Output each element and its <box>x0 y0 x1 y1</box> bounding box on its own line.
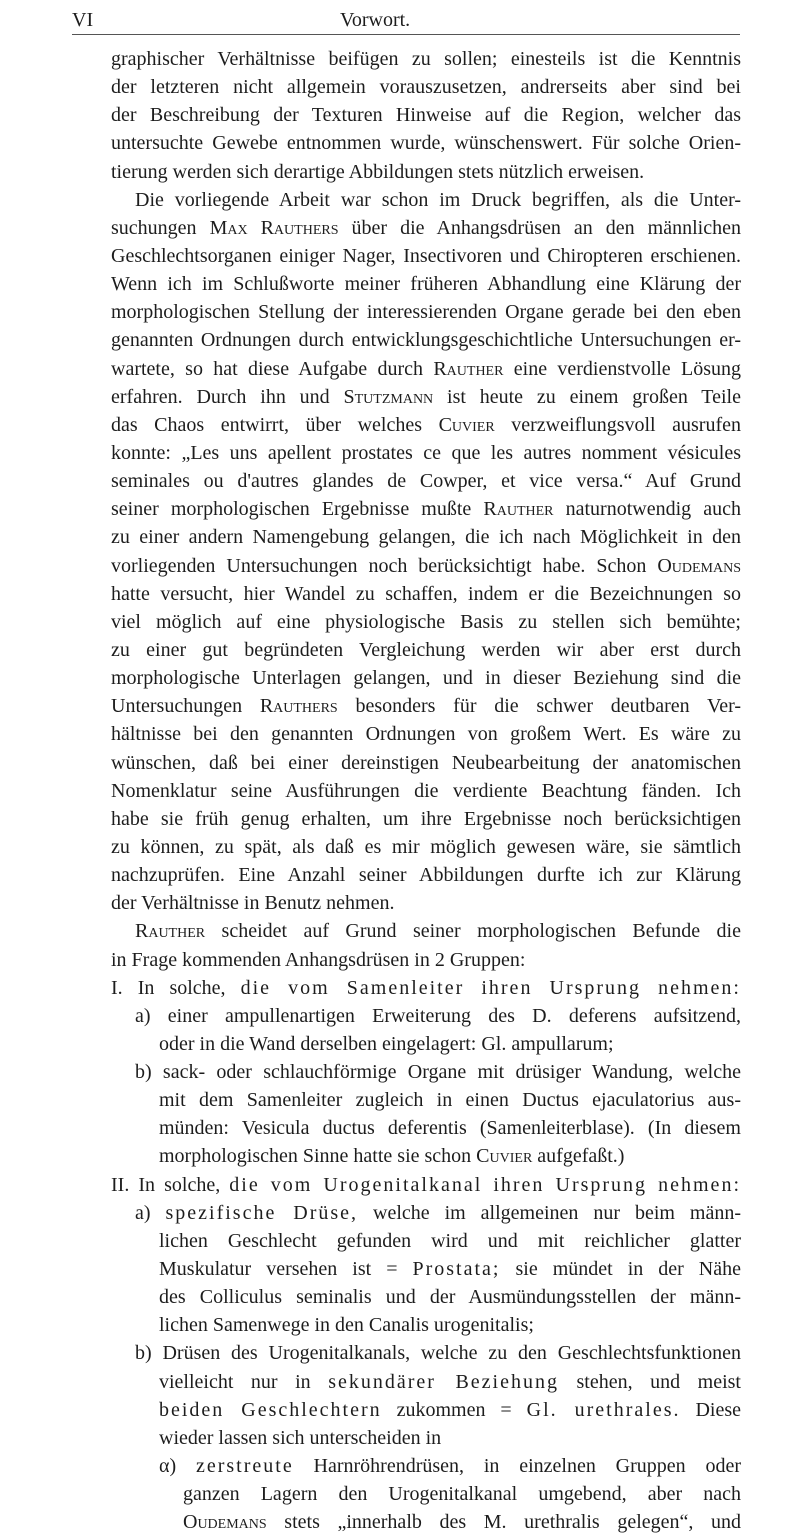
text-segment: a) <box>135 1201 166 1224</box>
text-segment: aufgefaßt.) <box>532 1145 625 1168</box>
text-line <box>111 1396 741 1424</box>
text-line <box>111 1171 741 1199</box>
text-line: lichen Samenwege in den Canalis urogenitalis; <box>159 1314 534 1337</box>
author-name: Rauther <box>483 498 554 521</box>
text-segment: ist heute zu einem großen Teile <box>433 385 741 408</box>
text-line: wünschen, daß bei einer dereinstigen Neubearbeitung der anatomischen <box>111 751 741 774</box>
emphasized-text: spezifische Drüse, <box>165 1201 359 1224</box>
text-line: münden: Vesicula ductus deferentis (Samenleiterblase). (In diesem <box>159 1117 741 1140</box>
text-segment: stehen, und meist <box>559 1370 741 1393</box>
text-line: wieder lassen sich unterscheiden in <box>159 1426 442 1449</box>
text-segment: über die Anhangsdrüsen an den männlichen <box>338 216 741 239</box>
text-segment: morphologischen Sinne hatte sie schon <box>159 1145 477 1168</box>
text-segment: Muskulatur versehen ist = <box>159 1258 413 1281</box>
text-line: zu einer gut begründeten Vergleichung werden wir aber erst durch <box>111 638 741 661</box>
text-segment: naturnotwendig auch <box>553 498 741 521</box>
text-segment: verzweiflungsvoll ausrufen <box>494 413 741 436</box>
author-name: Oudemans <box>657 554 741 577</box>
text-line: lichen Geschlecht gefunden wird und mit reichlicher glatter <box>159 1229 741 1252</box>
author-name: Rauther <box>433 357 504 380</box>
text-line <box>111 1199 741 1227</box>
running-title: Vorwort. <box>340 9 411 31</box>
author-name: Rauther <box>135 920 206 943</box>
author-name: Stutzmann <box>343 385 434 408</box>
text-segment: α) <box>159 1455 196 1478</box>
text-line: hältnisse bei den genannten Ordnungen von großem Wert. Es wäre zu <box>111 723 741 746</box>
text-line: der Verhältnisse in Benutz nehmen. <box>111 892 395 915</box>
emphasized-text: Prostata; <box>412 1258 501 1281</box>
text-segment: vorliegenden Untersuchungen noch berücksichtigt habe. Schon <box>111 554 658 577</box>
text-line: viel möglich auf eine physiologische Basis zu stellen sich bemühte; <box>111 610 741 633</box>
text-line <box>111 692 741 720</box>
text-line <box>111 1142 741 1170</box>
text-line: Nomenklatur seine Ausführungen die verdiente Beachtung fänden. Ich <box>111 779 741 802</box>
text-line <box>111 214 741 242</box>
text-line <box>111 383 741 411</box>
text-segment: vielleicht nur in <box>159 1370 329 1393</box>
running-header <box>72 6 740 35</box>
author-name: Max Rauthers <box>209 216 339 239</box>
emphasized-text: die vom Samenleiter ihren Ursprung nehmen: <box>240 976 741 999</box>
text-line <box>111 917 741 945</box>
text-line: a) einer ampullenartigen Erweiterung des D. deferens aufsitzend, <box>135 1004 741 1027</box>
text-line <box>111 355 741 383</box>
body-text <box>111 45 741 1536</box>
text-line: nachzuprüfen. Eine Anzahl seiner Abbildungen durfte ich zur Klärung <box>111 864 741 887</box>
text-line: untersuchte Gewebe entnommen wurde, wünschenswert. Für solche Orien- <box>111 132 741 155</box>
author-name: Rauthers <box>259 695 338 718</box>
text-segment: eine verdienstvolle Lösung <box>503 357 741 380</box>
text-segment: sie mündet in der Nähe <box>500 1258 741 1281</box>
text-line: Geschlechtsorganen einiger Nager, Insectivoren und Chiropteren erschienen. <box>111 244 741 267</box>
text-line: in Frage kommenden Anhangsdrüsen in 2 Gruppen: <box>111 948 526 971</box>
text-segment: Diese <box>680 1398 741 1421</box>
text-line: hatte versucht, hier Wandel zu schaffen, indem er die Bezeichnungen so <box>111 582 741 605</box>
text-segment: stets „innerhalb des M. urethralis gelegen“, und <box>266 1511 741 1534</box>
text-segment: seiner morphologischen Ergebnisse mußte <box>111 498 484 521</box>
author-name: Cuvier <box>476 1145 533 1168</box>
text-line: konnte: „Les uns apellent prostates ce que les autres nomment vésicules <box>111 441 741 464</box>
text-segment: I. In solche, <box>111 976 241 999</box>
text-line <box>111 974 741 1002</box>
text-line: der Beschreibung der Texturen Hinweise auf die Region, welcher das <box>111 104 741 127</box>
text-line <box>111 552 741 580</box>
text-segment: welche im allgemeinen nur beim männ- <box>358 1201 741 1224</box>
text-segment: zukommen = <box>381 1398 527 1421</box>
text-segment: wartete, so hat diese Aufgabe durch <box>111 357 434 380</box>
text-line <box>111 495 741 523</box>
text-line: des Colliculus seminalis und der Ausmündungsstellen der männ- <box>159 1286 741 1309</box>
text-line: Die vorliegende Arbeit war schon im Druck begriffen, als die Unter- <box>135 188 741 211</box>
author-name: Cuvier <box>438 413 495 436</box>
text-line: zu können, zu spät, als daß es mir möglich gewesen wäre, sie sämtlich <box>111 835 741 858</box>
text-line: b) Drüsen des Urogenitalkanals, welche zu den Geschlechtsfunktionen <box>135 1342 741 1365</box>
text-segment: scheidet auf Grund seiner morphologischen Befunde die <box>205 920 741 943</box>
text-line <box>111 1255 741 1283</box>
text-segment: besonders für die schwer deutbaren Ver- <box>337 695 741 718</box>
text-line <box>111 411 741 439</box>
text-line <box>111 1452 741 1480</box>
text-line <box>111 1508 741 1536</box>
text-line: der letzteren nicht allgemein vorauszusetzen, andrerseits aber sind bei <box>111 76 741 99</box>
text-segment: das Chaos entwirrt, über welches <box>111 413 439 436</box>
emphasized-text: die vom Urogenitalkanal ihren Ursprung nehmen: <box>229 1173 741 1196</box>
text-line: seminales ou d'autres glandes de Cowper, et vice versa.“ Auf Grund <box>111 470 741 493</box>
text-line: Wenn ich im Schlußworte meiner früheren Abhandlung eine Klärung der <box>111 273 741 296</box>
text-line: morphologischen Stellung der interessierenden Organe gerade bei den eben <box>111 301 741 324</box>
text-segment: suchungen <box>111 216 210 239</box>
emphasized-text: zerstreute <box>195 1455 294 1478</box>
emphasized-text: Gl. urethrales. <box>526 1398 681 1421</box>
text-segment: erfahren. Durch ihn und <box>111 385 344 408</box>
text-line: genannten Ordnungen durch entwicklungsgeschichtliche Untersuchungen er- <box>111 329 741 352</box>
emphasized-text: sekundärer Beziehung <box>328 1370 559 1393</box>
text-segment: Untersuchungen <box>111 695 260 718</box>
text-line: b) sack- oder schlauchförmige Organe mit drüsiger Wandung, welche <box>135 1061 741 1084</box>
text-line: tierung werden sich derartige Abbildungen stets nützlich erweisen. <box>111 160 645 183</box>
text-segment: II. In solche, <box>111 1173 230 1196</box>
text-line: morphologische Unterlagen gelangen, und in dieser Beziehung sind die <box>111 667 741 690</box>
emphasized-text: beiden Geschlechtern <box>159 1398 382 1421</box>
author-name: Oudemans <box>183 1511 267 1534</box>
text-line: mit dem Samenleiter zugleich in einen Ductus ejaculatorius aus- <box>159 1089 741 1112</box>
text-line: zu einer andern Namengebung gelangen, die ich nach Möglichkeit in den <box>111 526 741 549</box>
text-line: oder in die Wand derselben eingelagert: Gl. ampullarum; <box>159 1032 614 1055</box>
text-line: graphischer Verhältnisse beifügen zu sollen; einesteils ist die Kenntnis <box>111 48 741 70</box>
text-line: ganzen Lagern den Urogenitalkanal umgebend, aber nach <box>183 1483 741 1506</box>
page-number: VI <box>72 9 94 31</box>
text-line <box>111 1368 741 1396</box>
text-segment: Harnröhrendrüsen, in einzelnen Gruppen oder <box>293 1455 741 1478</box>
text-line: habe sie früh genug erhalten, um ihre Ergebnisse noch berücksichtigen <box>111 807 741 830</box>
